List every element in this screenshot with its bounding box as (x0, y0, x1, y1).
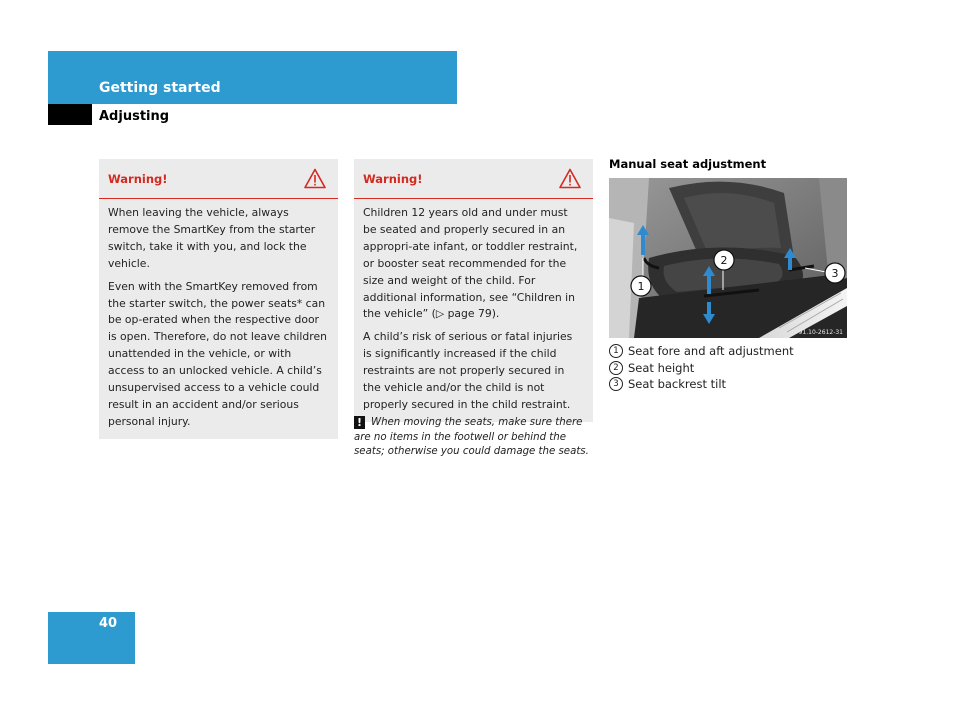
damage-note (354, 416, 594, 460)
warning-label: Warning! (363, 172, 423, 186)
seat-legend (609, 343, 794, 393)
legend-item (609, 376, 794, 393)
callout-label: 3 (831, 267, 839, 280)
warning-paragraph: When leaving the vehicle, always remove the SmartKey from the starter switch, take it with you, and lock the vehicle. (108, 206, 316, 270)
exclamation-icon: ! (354, 416, 365, 429)
image-code: P91.10-2612-31 (794, 329, 843, 336)
legend-number: 1 (609, 344, 623, 358)
warning-paragraph: Children 12 years old and under must be seated and properly secured in an appropri-ate infant, or toddler restraint, or booster seat recommended for the size and weight of the child. For additional information, see “Children in the vehicle” (▷ page 79). (363, 206, 578, 321)
legend-number: 3 (609, 377, 623, 391)
callout-label: 1 (637, 280, 645, 293)
callout-1 (631, 276, 651, 296)
warning-paragraph: Even with the SmartKey removed from the starter switch, the power seats* can be op-erated when the respective door is open. Therefore, do not leave children unattended in the vehicle, or with access to an unlocked vehicle. A child’s unsupervised access to a vehicle could result in an accident and/or serious personal injury. (108, 279, 327, 428)
callout-2 (714, 250, 734, 270)
warning-triangle-icon (559, 168, 581, 189)
legend-text: Seat backrest tilt (628, 377, 727, 392)
section-title: Getting started (99, 80, 221, 96)
warning-label: Warning! (108, 172, 168, 186)
warning-header (354, 159, 593, 199)
subsection-title: Adjusting (99, 109, 170, 124)
section-marker (48, 104, 92, 125)
legend-text: Seat height (628, 360, 695, 375)
note-text: When moving the seats, make sure there are no items in the footwell or behind the seats; otherwise you could damage the seats. (354, 417, 589, 458)
legend-item (609, 343, 794, 360)
page-number-box (48, 612, 135, 664)
callout-label: 2 (720, 254, 728, 267)
warning-triangle-icon (304, 168, 326, 189)
warning-paragraph: A child’s risk of serious or fatal injuries is significantly increased if the child restraints are not properly secured in the vehicle and/or the child is not properly secured in the child restraint. (363, 330, 573, 411)
legend-item (609, 360, 794, 377)
warning-box-middle (354, 159, 593, 422)
seat-adjustment-title: Manual seat adjustment (609, 157, 767, 171)
warning-box-left (99, 159, 338, 439)
warning-header (99, 159, 338, 199)
warning-body (354, 199, 593, 422)
page-number: 40 (99, 616, 118, 631)
legend-number: 2 (609, 361, 623, 375)
header-bar (48, 51, 457, 104)
callout-3 (825, 263, 845, 283)
warning-body (99, 199, 338, 439)
seat-illustration (609, 178, 847, 338)
legend-text: Seat fore and aft adjustment (628, 344, 794, 358)
